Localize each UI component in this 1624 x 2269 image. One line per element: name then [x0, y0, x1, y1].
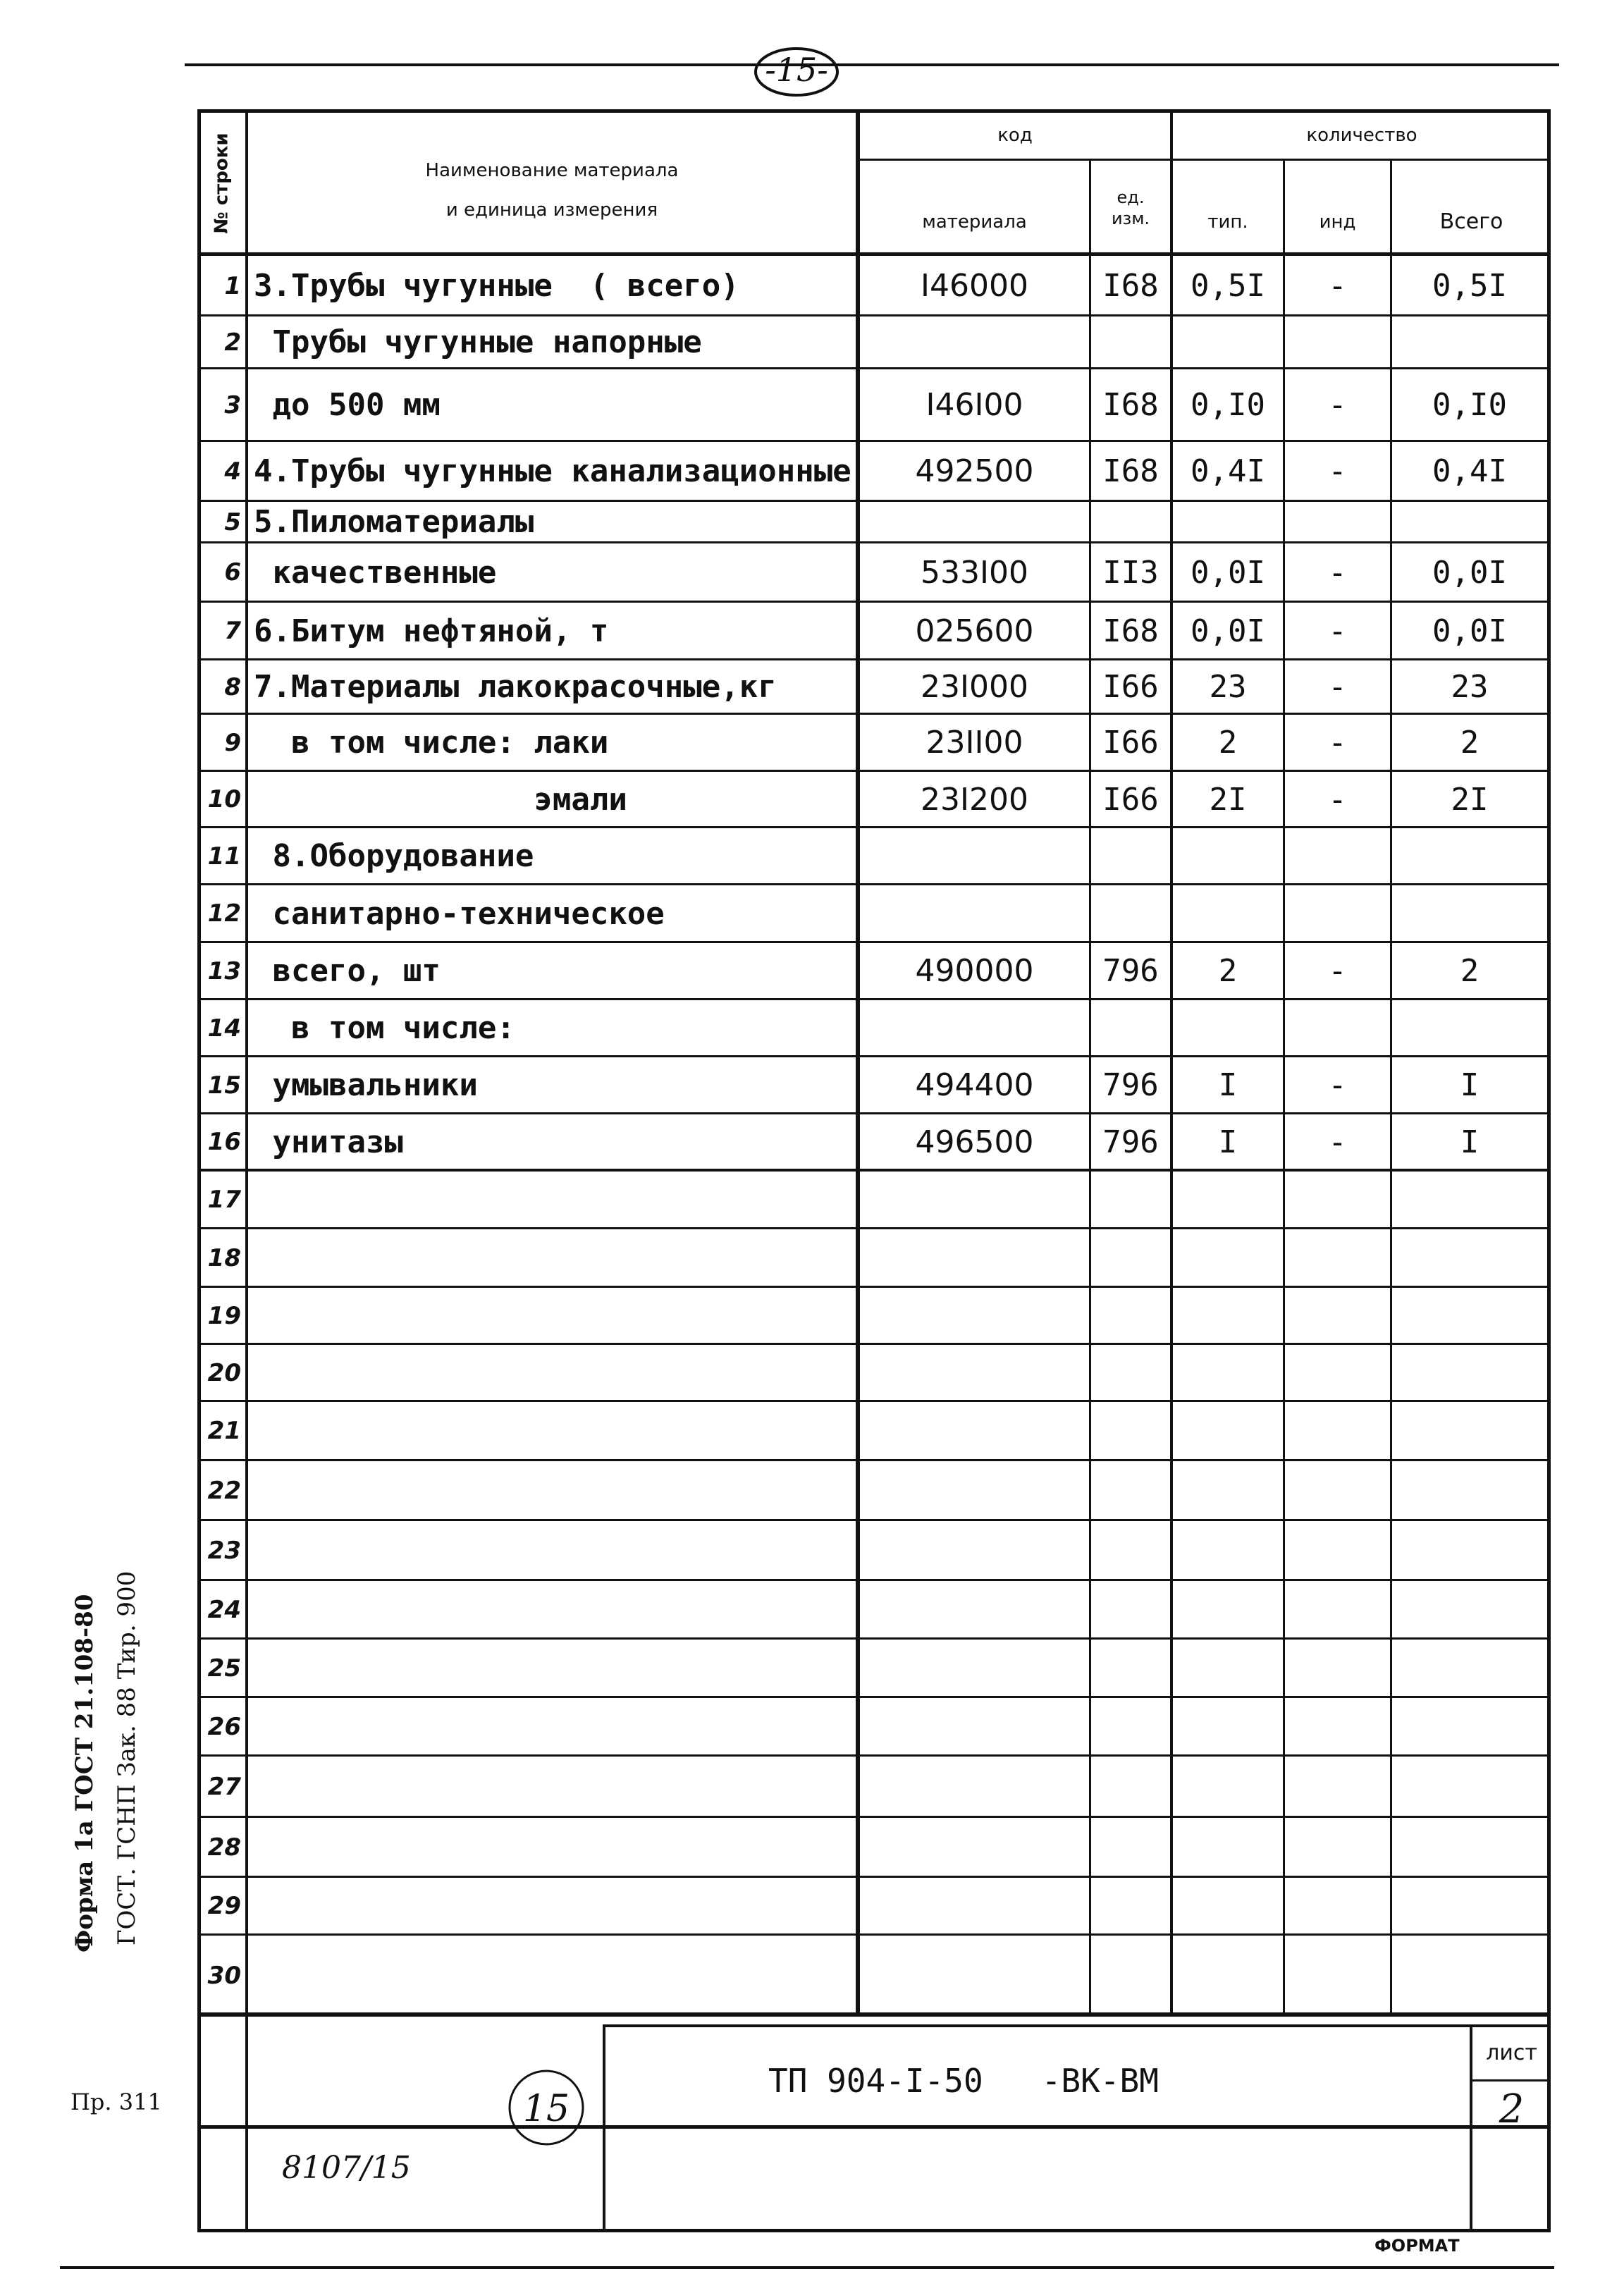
row-23-name	[254, 1520, 853, 1580]
row-16-n: 16	[207, 1128, 241, 1156]
bottom-border-line	[60, 2266, 1554, 2269]
row-23-type	[1173, 1520, 1283, 1580]
row-9-total: 2	[1460, 725, 1480, 761]
row-10-n: 10	[207, 785, 241, 813]
row-2-n: 2	[224, 328, 241, 357]
row-27-type	[1173, 1756, 1283, 1817]
row-26-name	[254, 1697, 853, 1756]
row-28-n: 28	[207, 1833, 241, 1862]
document-code: ТП 904-I-50 -ВК-ВМ	[768, 2062, 1159, 2100]
row-12-type	[1173, 885, 1283, 942]
row-17-total	[1392, 1170, 1547, 1229]
row-10-code: 23I200	[921, 781, 1028, 818]
row-9-unit: I66	[1102, 725, 1159, 761]
row-2-type	[1173, 316, 1283, 369]
row-11-total	[1392, 828, 1547, 885]
row-8-ind: -	[1328, 669, 1347, 705]
row-21-name	[254, 1401, 853, 1461]
row-4-type: 0,4I	[1191, 453, 1265, 489]
row-25-n: 25	[207, 1654, 241, 1683]
row-14-code	[860, 1000, 1089, 1057]
footer-circled-number	[504, 2065, 589, 2150]
row-18-unit	[1091, 1229, 1170, 1287]
row-30-type	[1173, 1935, 1283, 2016]
row-21-type	[1173, 1401, 1283, 1461]
row-27-ind	[1285, 1756, 1390, 1817]
qty-type-header: тип.	[1207, 211, 1248, 233]
row-13-total: 2	[1460, 953, 1480, 989]
row-27-n: 27	[207, 1772, 241, 1801]
row-11-unit	[1091, 828, 1170, 885]
row-8-total: 23	[1451, 669, 1489, 705]
top-border-line	[185, 63, 1559, 66]
row-20-type	[1173, 1344, 1283, 1401]
row-22-ind	[1285, 1461, 1390, 1520]
row-14-total	[1392, 1000, 1547, 1057]
row-13-name: всего, шт	[254, 953, 441, 989]
code-material-header: материала	[922, 211, 1027, 233]
row-11-ind	[1285, 828, 1390, 885]
row-27-total	[1392, 1756, 1547, 1817]
row-6-type: 0,0I	[1191, 554, 1265, 591]
row-18-ind	[1285, 1229, 1390, 1287]
row-19-total	[1392, 1287, 1547, 1344]
row-number-header: № строки	[211, 133, 233, 234]
row-5-name: 5.Пиломатериалы	[254, 504, 534, 540]
row-23-ind	[1285, 1520, 1390, 1580]
row-19-name	[254, 1287, 853, 1344]
row-19-type	[1173, 1287, 1283, 1344]
row-9-name: в том числе: лаки	[254, 725, 609, 761]
row-26-total	[1392, 1697, 1547, 1756]
row-14-unit	[1091, 1000, 1170, 1057]
row-26-code	[860, 1697, 1089, 1756]
gost-reference: ГОСТ. ГСНП Зак. 88 Тир. 900	[113, 1570, 141, 1945]
row-15-n: 15	[207, 1071, 241, 1100]
row-22-n: 22	[207, 1476, 241, 1505]
row-24-total	[1392, 1580, 1547, 1639]
row-18-type	[1173, 1229, 1283, 1287]
name-header-line1: Наименование материала	[425, 159, 679, 181]
row-26-type	[1173, 1697, 1283, 1756]
row-13-unit: 796	[1102, 953, 1159, 989]
row-10-total: 2I	[1451, 781, 1489, 818]
row-2-unit	[1091, 316, 1170, 369]
row-6-n: 6	[224, 558, 241, 586]
row-3-type: 0,I0	[1191, 387, 1265, 423]
row-24-n: 24	[207, 1595, 241, 1624]
row-11-name: 8.Оборудование	[254, 838, 534, 874]
form-reference: Форма 1а ГОСТ 21.108-80	[70, 1594, 99, 1953]
row-20-code	[860, 1344, 1089, 1401]
row-13-n: 13	[207, 957, 241, 985]
row-29-unit	[1091, 1877, 1170, 1935]
sheet-number: 2	[1499, 2086, 1525, 2132]
row-18-total	[1392, 1229, 1547, 1287]
row-30-name	[254, 1935, 853, 2016]
row-28-unit	[1091, 1817, 1170, 1877]
row-25-code	[860, 1639, 1089, 1697]
row-16-code: 496500	[915, 1124, 1034, 1160]
row-25-ind	[1285, 1639, 1390, 1697]
row-10-unit: I66	[1102, 781, 1159, 818]
row-5-unit	[1091, 501, 1170, 543]
row-23-unit	[1091, 1520, 1170, 1580]
row-15-code: 494400	[915, 1067, 1034, 1103]
row-5-type	[1173, 501, 1283, 543]
sheet-label: лист	[1486, 2041, 1537, 2065]
row-12-ind	[1285, 885, 1390, 942]
row-1-name: 3.Трубы чугунные ( всего)	[254, 268, 739, 304]
row-5-code	[860, 501, 1089, 543]
row-13-ind: -	[1328, 953, 1347, 989]
row-12-name: санитарно-техническое	[254, 895, 665, 932]
row-5-ind	[1285, 501, 1390, 543]
row-27-code	[860, 1756, 1089, 1817]
row-14-ind	[1285, 1000, 1390, 1057]
row-5-total	[1392, 501, 1547, 543]
row-29-type	[1173, 1877, 1283, 1935]
row-11-code	[860, 828, 1089, 885]
row-15-name: умывальники	[254, 1067, 478, 1103]
row-8-code: 23I000	[921, 669, 1028, 705]
row-16-type: I	[1218, 1124, 1238, 1160]
row-21-code	[860, 1401, 1089, 1461]
code-group-header: код	[997, 125, 1033, 147]
row-7-unit: I68	[1102, 613, 1159, 649]
row-19-ind	[1285, 1287, 1390, 1344]
row-25-type	[1173, 1639, 1283, 1697]
row-20-total	[1392, 1344, 1547, 1401]
row-7-type: 0,0I	[1191, 613, 1265, 649]
row-25-unit	[1091, 1639, 1170, 1697]
row-11-n: 11	[207, 842, 241, 871]
row-3-unit: I68	[1102, 387, 1159, 423]
row-24-unit	[1091, 1580, 1170, 1639]
row-1-type: 0,5I	[1191, 268, 1265, 304]
row-15-type: I	[1218, 1067, 1238, 1103]
row-29-total	[1392, 1877, 1547, 1935]
row-23-total	[1392, 1520, 1547, 1580]
row-3-total: 0,I0	[1432, 387, 1507, 423]
row-22-name	[254, 1461, 853, 1520]
row-3-ind: -	[1328, 387, 1347, 423]
row-21-ind	[1285, 1401, 1390, 1461]
row-11-type	[1173, 828, 1283, 885]
row-2-name: Трубы чугунные напорные	[254, 324, 702, 360]
quantity-group-header: количество	[1306, 125, 1417, 147]
row-13-type: 2	[1218, 953, 1238, 989]
name-header-line2: и единица измерения	[445, 199, 658, 221]
row-25-total	[1392, 1639, 1547, 1697]
row-7-name: 6.Битум нефтяной, т	[254, 613, 609, 649]
row-2-total	[1392, 316, 1547, 369]
row-30-total	[1392, 1935, 1547, 2016]
row-29-ind	[1285, 1877, 1390, 1935]
row-18-n: 18	[207, 1243, 241, 1272]
row-4-code: 492500	[915, 453, 1034, 489]
row-26-ind	[1285, 1697, 1390, 1756]
row-8-type: 23	[1209, 669, 1247, 705]
row-28-total	[1392, 1817, 1547, 1877]
row-18-code	[860, 1229, 1089, 1287]
qty-total-header: Всего	[1439, 209, 1503, 235]
row-9-type: 2	[1218, 725, 1238, 761]
name-column-header	[248, 141, 856, 240]
row-1-unit: I68	[1102, 268, 1159, 304]
row-15-total: I	[1460, 1067, 1480, 1103]
row-16-ind: -	[1328, 1124, 1347, 1160]
row-26-n: 26	[207, 1712, 241, 1741]
row-23-code	[860, 1520, 1089, 1580]
row-19-n: 19	[207, 1301, 241, 1330]
row-21-total	[1392, 1401, 1547, 1461]
row-4-unit: I68	[1102, 453, 1159, 489]
row-4-name: 4.Трубы чугунные канализационные	[254, 453, 851, 489]
row-17-type	[1173, 1170, 1283, 1229]
row-3-code: I46I00	[925, 387, 1023, 423]
row-24-ind	[1285, 1580, 1390, 1639]
row-15-unit: 796	[1102, 1067, 1159, 1103]
row-7-ind: -	[1328, 613, 1347, 649]
row-7-code: 025600	[915, 613, 1034, 649]
circled-number-text: 15	[522, 2088, 570, 2130]
row-4-ind: -	[1328, 453, 1347, 489]
row-24-code	[860, 1580, 1089, 1639]
row-1-total: 0,5I	[1432, 268, 1507, 304]
row-30-code	[860, 1935, 1089, 2016]
row-13-code: 490000	[915, 953, 1034, 989]
row-14-type	[1173, 1000, 1283, 1057]
row-24-name	[254, 1580, 853, 1639]
row-6-name: качественные	[254, 554, 497, 591]
row-3-n: 3	[224, 391, 241, 419]
row-4-total: 0,4I	[1432, 453, 1507, 489]
row-12-n: 12	[207, 899, 241, 928]
row-15-ind: -	[1328, 1067, 1347, 1103]
code-unit-header: ед. изм.	[1111, 187, 1150, 228]
row-28-name	[254, 1817, 853, 1877]
row-20-name	[254, 1344, 853, 1401]
row-28-code	[860, 1817, 1089, 1877]
qty-ind-header: инд	[1319, 211, 1356, 233]
row-22-unit	[1091, 1461, 1170, 1520]
row-10-name: эмали	[254, 781, 627, 818]
row-29-name	[254, 1877, 853, 1935]
row-27-unit	[1091, 1756, 1170, 1817]
row-30-ind	[1285, 1935, 1390, 2016]
row-20-unit	[1091, 1344, 1170, 1401]
row-29-n: 29	[207, 1892, 241, 1920]
row-5-n: 5	[224, 508, 241, 536]
row-20-n: 20	[207, 1358, 241, 1387]
row-17-name	[254, 1170, 853, 1229]
top-page-number	[733, 44, 860, 100]
row-10-ind: -	[1328, 781, 1347, 818]
row-6-code: 533I00	[921, 554, 1028, 591]
row-8-n: 8	[224, 672, 241, 701]
row-22-code	[860, 1461, 1089, 1520]
row-16-total: I	[1460, 1124, 1480, 1160]
row-17-ind	[1285, 1170, 1390, 1229]
row-2-ind	[1285, 316, 1390, 369]
row-22-type	[1173, 1461, 1283, 1520]
top-page-number-text: -15-	[765, 51, 828, 89]
row-9-ind: -	[1328, 725, 1347, 761]
row-2-code	[860, 316, 1089, 369]
row-9-n: 9	[224, 728, 241, 757]
row-19-code	[860, 1287, 1089, 1344]
row-3-name: до 500 мм	[254, 387, 441, 423]
row-14-n: 14	[207, 1014, 241, 1043]
row-16-name: унитазы	[254, 1124, 403, 1160]
row-25-name	[254, 1639, 853, 1697]
format-label: ФОРМАТ	[1374, 2236, 1460, 2256]
row-7-n: 7	[224, 617, 241, 645]
row-24-type	[1173, 1580, 1283, 1639]
row-10-type: 2I	[1209, 781, 1247, 818]
row-28-ind	[1285, 1817, 1390, 1877]
row-8-name: 7.Материалы лакокрасочные,кг	[254, 669, 777, 705]
pr-label: Пр. 311	[70, 2089, 162, 2115]
row-20-ind	[1285, 1344, 1390, 1401]
row-16-unit: 796	[1102, 1124, 1159, 1160]
row-12-total	[1392, 885, 1547, 942]
row-18-name	[254, 1229, 853, 1287]
row-27-name	[254, 1756, 853, 1817]
row-4-n: 4	[224, 457, 241, 486]
row-6-ind: -	[1328, 554, 1347, 591]
row-6-total: 0,0I	[1432, 554, 1507, 591]
row-30-unit	[1091, 1935, 1170, 2016]
row-23-n: 23	[207, 1536, 241, 1565]
row-30-n: 30	[207, 1961, 241, 1990]
row-6-unit: II3	[1102, 554, 1159, 591]
row-9-code: 23II00	[925, 725, 1023, 761]
handwritten-number: 8107/15	[282, 2150, 411, 2186]
row-12-unit	[1091, 885, 1170, 942]
row-1-n: 1	[224, 271, 241, 300]
row-21-n: 21	[207, 1417, 241, 1445]
row-7-total: 0,0I	[1432, 613, 1507, 649]
row-26-unit	[1091, 1697, 1170, 1756]
row-17-code	[860, 1170, 1089, 1229]
row-8-unit: I66	[1102, 669, 1159, 705]
row-1-code: I46000	[921, 268, 1028, 304]
row-21-unit	[1091, 1401, 1170, 1461]
row-17-unit	[1091, 1170, 1170, 1229]
row-29-code	[860, 1877, 1089, 1935]
row-19-unit	[1091, 1287, 1170, 1344]
row-28-type	[1173, 1817, 1283, 1877]
row-22-total	[1392, 1461, 1547, 1520]
row-1-ind: -	[1328, 268, 1347, 304]
row-12-code	[860, 885, 1089, 942]
row-14-name: в том числе:	[254, 1010, 515, 1046]
row-17-n: 17	[207, 1185, 241, 1214]
